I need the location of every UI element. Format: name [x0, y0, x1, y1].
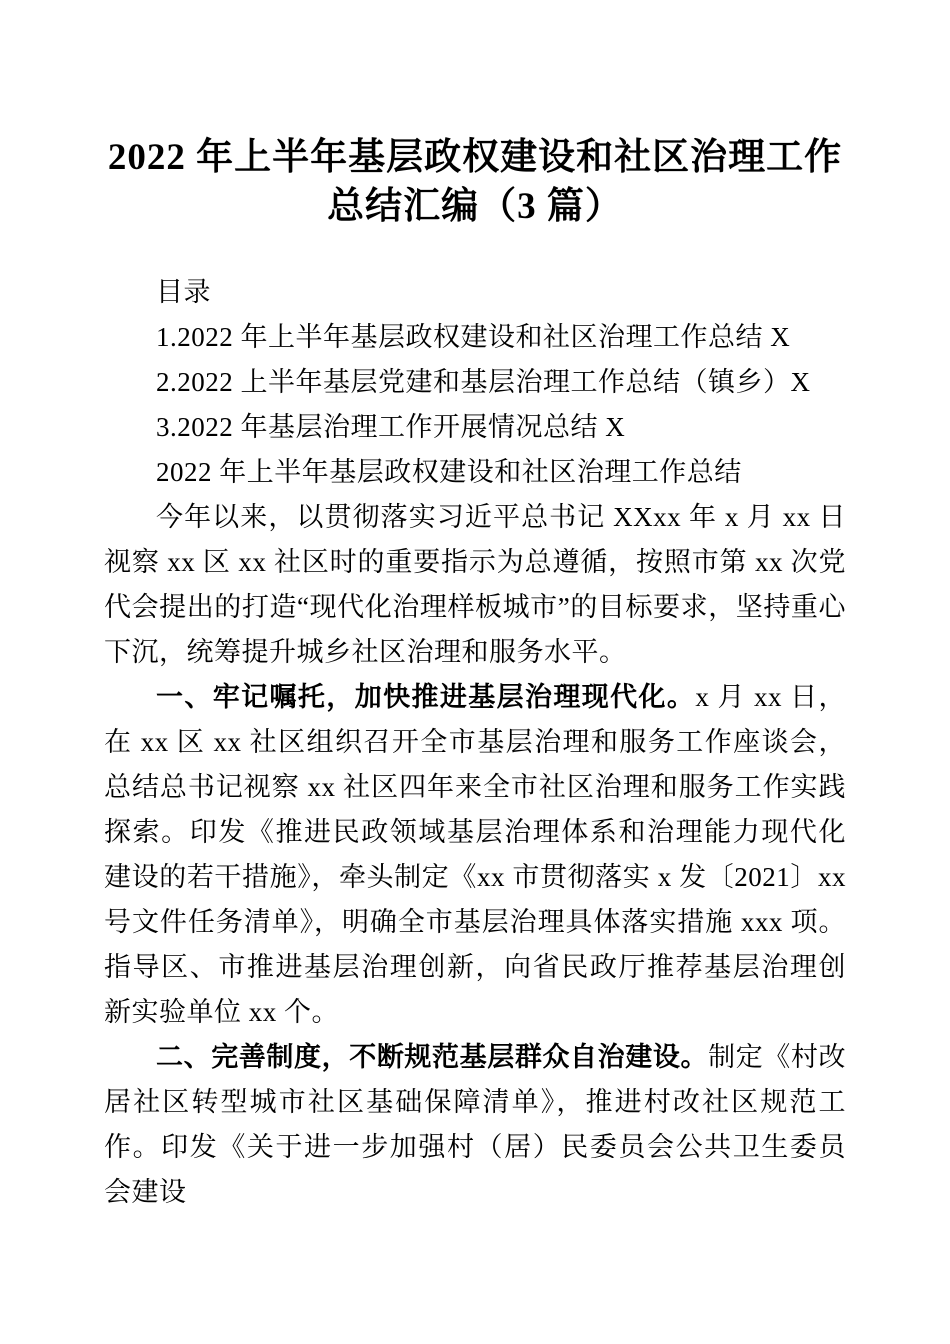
document-title: 2022 年上半年基层政权建设和社区治理工作总结汇编（3 篇）: [107, 137, 843, 227]
toc-item-3: 3.2022 年基层治理工作开展情况总结 X: [156, 412, 626, 442]
section-1-text: x 月 xx 日，在 xx 区 xx 社区组织召开全市基层治理和服务工作座谈会，总结总书记视察 xx 社区四年来全市社区治理和服务工作实践探索。印发《推进民政领域基层治理体系和治理能力现代化建设的若干措施》，牵头制定《xx 市贯彻落实 x 发〔2021〕xx 号文件任务清单》，明确全市基层治理具体落实措施 xxx 项。指导区、市推进基层治理创新，向省民政厅推荐基层治理创新实验单位 xx 个。: [104, 682, 847, 1027]
intro-paragraph: 今年以来，以贯彻落实习近平总书记 XXxx 年 x 月 xx 日视察 xx 区 xx 社区时的重要指示为总遵循，按照市第 xx 次党代会提出的打造“现代化治理样板城市”的目标要求，坚持重心下沉，统筹提升城乡社区治理和服务水平。: [104, 502, 846, 667]
section-2-paragraph: [104, 1035, 846, 1215]
section-1-paragraph: [104, 675, 846, 1035]
article-title: 2022 年上半年基层政权建设和社区治理工作总结: [156, 457, 742, 487]
section-1-heading: 一、牢记嘱托，加快推进基层治理现代化。: [156, 682, 696, 712]
toc-item-2: 2.2022 上半年基层党建和基层治理工作总结（镇乡）X: [156, 367, 811, 397]
toc-item-1: 1.2022 年上半年基层政权建设和社区治理工作总结 X: [156, 322, 791, 352]
section-2-heading: 二、完善制度，不断规范基层群众自治建设。: [156, 1042, 709, 1072]
section-2-text: 制定《村改居社区转型城市社区基础保障清单》，推进村改社区规范工作。印发《关于进一步加强村（居）民委员会公共卫生委员会建设: [104, 1042, 847, 1207]
document-body: [104, 270, 846, 1215]
toc-heading: 目录: [156, 277, 211, 307]
